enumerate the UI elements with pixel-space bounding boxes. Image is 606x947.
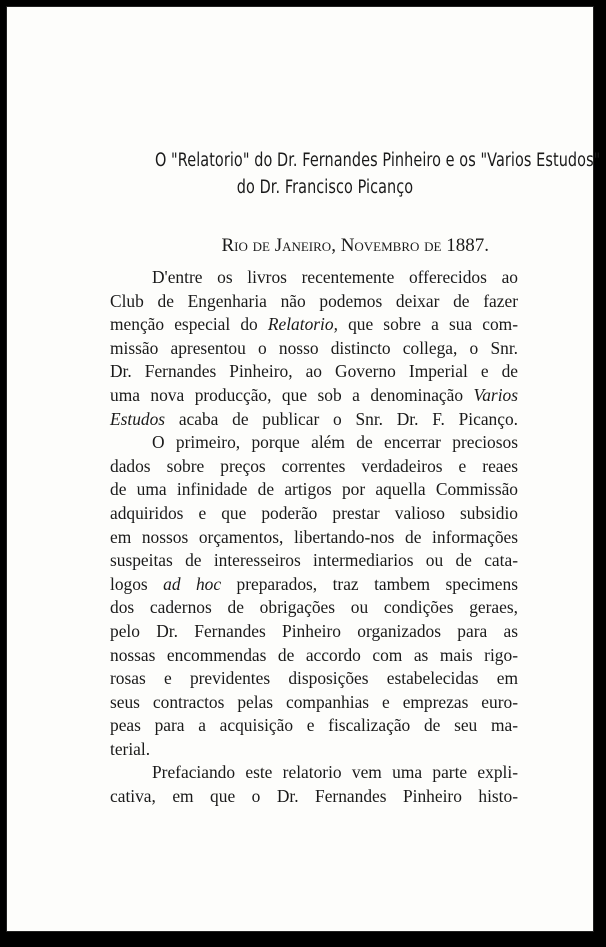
paragraph-3-line: cativa, em que o Dr. Fernandes Pinheiro histo-	[110, 786, 518, 807]
paragraph-2-line: adquiridos e que poderão prestar valioso subsidio	[110, 502, 518, 523]
dateline	[221, 235, 489, 257]
paragraph-1-line	[110, 313, 518, 337]
paragraph-3-line: Prefaciando este relatorio vem uma parte expli-	[152, 762, 518, 783]
paragraph-2-line: suspeitas de interesseiros intermediarios ou de cata-	[110, 550, 518, 571]
paragraph-1-line: D'entre os livros recentemente offerecidos ao	[152, 267, 518, 287]
text-run: preparados, traz tambem specimens	[236, 573, 518, 594]
italic-title-estudos: Estudos	[110, 408, 166, 429]
document-page	[6, 6, 601, 932]
text-run: menção especial do	[110, 314, 258, 335]
paragraph-2-line: rosas e previdentes disposições estabelecidas em	[110, 668, 518, 689]
article-title-line-2: do Dr. Francisco Picanço	[236, 177, 414, 198]
paragraph-1-line: missão apresentou o nosso distincto collega, o Snr.	[110, 337, 518, 358]
paragraph-2-line: de uma infinidade de artigos por aquella Commissão	[110, 479, 518, 500]
text-run: acaba de publicar o Snr. Dr. F. Picanço.	[178, 408, 518, 429]
paragraph-2-line: O primeiro, porque além de encerrar preciosos	[152, 432, 518, 453]
paragraph-2-line: dos cadernos de obrigações ou condições geraes,	[110, 597, 518, 618]
italic-title-varios: Varios	[473, 384, 518, 405]
article-body	[110, 266, 518, 809]
paragraph-2-line	[110, 573, 518, 597]
paragraph-1-line: Dr. Fernandes Pinheiro, ao Governo Imperial e de	[110, 361, 518, 382]
dateline-place: Rio de Janeiro,	[221, 235, 336, 256]
paragraph-1-line: Club de Engenharia não podemos deixar de fazer	[110, 290, 518, 311]
paragraph-2-line: terial.	[110, 738, 151, 759]
paragraph-1-line	[110, 408, 518, 432]
text-run: que sobre a sua com-	[348, 314, 518, 335]
paragraph-2-line: dados sobre preços correntes verdadeiros e reaes	[110, 455, 518, 476]
paragraph-2-line: seus contractos pelas companhias e emprezas euro-	[110, 691, 518, 712]
italic-ad-hoc: ad hoc	[163, 573, 222, 594]
paragraph-2-line: peas para a acquisição e fiscalização de seu ma-	[110, 715, 518, 736]
paragraph-2-line: nossas encommendas de accordo com as mais rigo-	[110, 644, 518, 665]
article-title-line-1: O "Relatorio" do Dr. Fernandes Pinheiro e os "Varios Estudos"	[154, 150, 601, 171]
dateline-year: 1887.	[446, 235, 489, 256]
paragraph-2-line: em nossos orçamentos, libertando-nos de informações	[110, 526, 518, 547]
paragraph-1-line	[110, 384, 518, 408]
paragraph-2-line: pelo Dr. Fernandes Pinheiro organizados para as	[110, 620, 518, 641]
text-run: uma nova producção, que sob a denominação	[110, 384, 464, 405]
text-run: logos	[110, 573, 148, 594]
dateline-month: Novembro de	[340, 235, 442, 256]
italic-title-relatorio: Relatorio,	[267, 314, 338, 335]
